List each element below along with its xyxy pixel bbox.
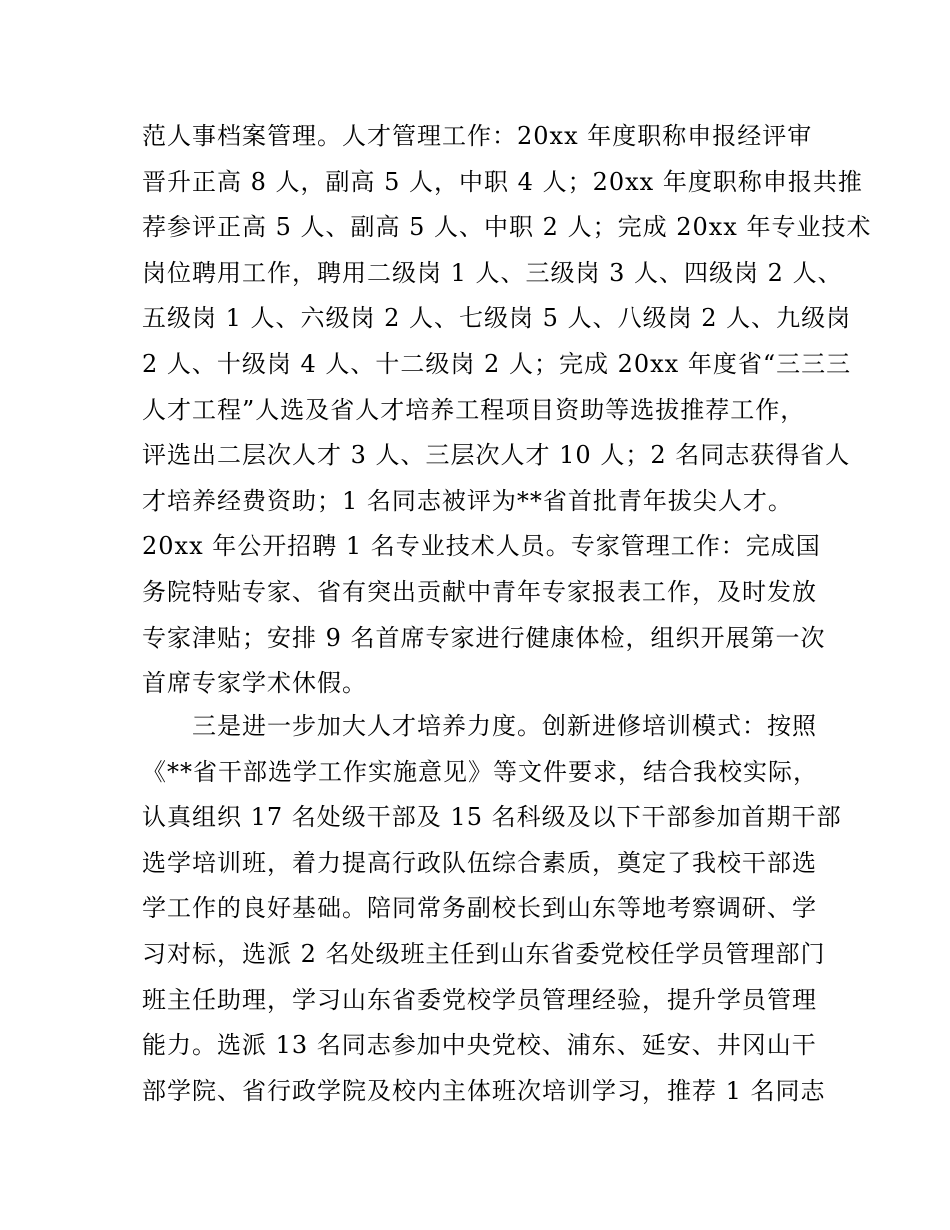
paragraph-line: 专家津贴；安排 9 名首席专家进行健康体检，组织开展第一次	[142, 623, 826, 652]
paragraph-line: 2 人、十级岗 4 人、十二级岗 2 人；完成 20xx 年度省“三三三	[142, 349, 852, 378]
paragraph-line: 荐参评正高 5 人、副高 5 人、中职 2 人；完成 20xx 年专业技术	[142, 213, 872, 242]
paragraph-line: 习对标，选派 2 名处级班主任到山东省委党校任学员管理部门	[142, 939, 826, 968]
paragraph-line: 《**省干部选学工作实施意见》等文件要求，结合我校实际，	[142, 757, 818, 786]
paragraph-line: 三是进一步加大人才培养力度。创新进修培训模式：按照	[142, 712, 817, 740]
paragraph-line: 评选出二层次人才 3 人、三层次人才 10 人；2 名同志获得省人	[142, 441, 851, 470]
paragraph-line: 首席专家学术休假。	[142, 669, 367, 698]
paragraph-line: 能力。选派 13 名同志参加中央党校、浦东、延安、井冈山干	[142, 1031, 817, 1060]
paragraph-line: 班主任助理，学习山东省委党校学员管理经验，提升学员管理	[142, 985, 817, 1014]
paragraph-line: 学工作的良好基础。陪同常务副校长到山东等地考察调研、学	[142, 894, 817, 923]
paragraph-line: 五级岗 1 人、六级岗 2 人、七级岗 5 人、八级岗 2 人、九级岗	[142, 304, 852, 333]
paragraph-1	[142, 114, 872, 707]
paragraph-2	[142, 704, 842, 1114]
paragraph-line: 岗位聘用工作，聘用二级岗 1 人、三级岗 3 人、四级岗 2 人、	[142, 258, 843, 287]
paragraph-line: 晋升正高 8 人，副高 5 人，中职 4 人；20xx 年度职称申报共推	[142, 167, 863, 196]
paragraph-line: 人才工程”人选及省人才培养工程项目资助等选拔推荐工作，	[142, 395, 806, 424]
paragraph-line: 部学院、省行政学院及校内主体班次培训学习，推荐 1 名同志	[142, 1076, 826, 1105]
paragraph-line: 认真组织 17 名处级干部及 15 名科级及以下干部参加首期干部	[142, 803, 842, 832]
paragraph-line: 才培养经费资助；1 名同志被评为**省首批青年拔尖人才。	[142, 486, 793, 515]
paragraph-line: 务院特贴专家、省有突出贡献中青年专家报表工作，及时发放	[142, 577, 817, 606]
paragraph-line: 范人事档案管理。人才管理工作：20xx 年度职称申报经评审	[142, 122, 813, 150]
paragraph-line: 20xx 年公开招聘 1 名专业技术人员。专家管理工作：完成国	[142, 532, 821, 561]
paragraph-line: 选学培训班，着力提高行政队伍综合素质，奠定了我校干部选	[142, 848, 817, 877]
